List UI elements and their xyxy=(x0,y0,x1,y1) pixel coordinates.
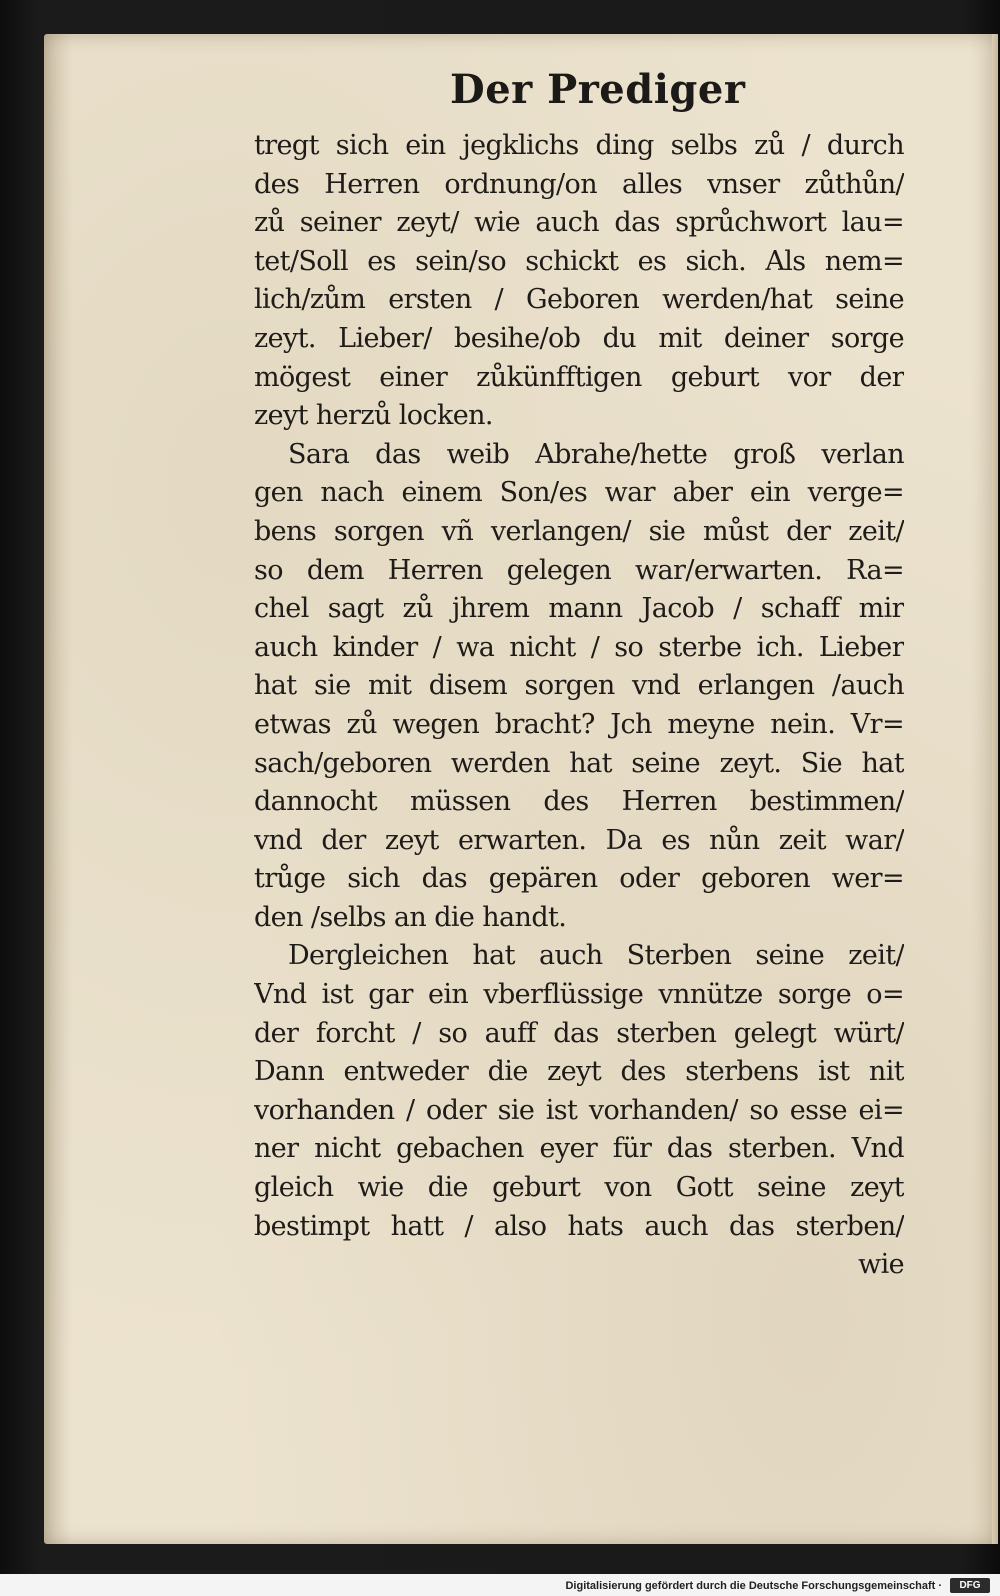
text-line: Vnd ist gar ein vberflüssige vnnütze sorge o= xyxy=(254,979,904,1011)
text-line: tet/Soll es sein/so schickt es sich. Als nem= xyxy=(254,245,904,277)
running-head: Der Prediger xyxy=(450,66,746,113)
text-line: so dem Herren gelegen war/erwarten. Ra= xyxy=(254,554,904,586)
text-line: zeyt. Lieber/ besihe/ob du mit deiner sorge xyxy=(254,322,904,354)
text-line: etwas zů wegen bracht? Jch meyne nein. Vr= xyxy=(254,708,904,740)
text-line: lich/zům ersten / Geboren werden/hat seine xyxy=(254,284,904,316)
body-text xyxy=(254,127,904,1285)
text-line: sach/geboren werden hat seine zeyt. Sie hat xyxy=(254,747,904,779)
text-line: zů seiner zeyt/ wie auch das sprůchwort lau= xyxy=(254,207,904,239)
text-line: chel sagt zů jhrem mann Jacob / schaff mir xyxy=(254,593,904,625)
text-line: des Herren ordnung/on alles vnser zůthůn/ xyxy=(254,168,904,200)
text-line: zeyt herzů locken. xyxy=(254,400,493,432)
text-line: bestimpt hatt / also hats auch das sterben/ xyxy=(254,1210,904,1242)
text-line: vnd der zeyt erwarten. Da es nůn zeit war/ xyxy=(254,824,904,856)
text-line: trůge sich das gepären oder geboren wer= xyxy=(254,863,904,895)
text-line: der forcht / so auff das sterben gelegt würt/ xyxy=(254,1017,904,1049)
funding-credit: Digitalisierung gefördert durch die Deutsche Forschungsgemeinschaft · xyxy=(565,1580,942,1592)
text-line: den /selbs an die handt. xyxy=(254,901,567,933)
text-line: Sara das weib Abrahe/hette groß verlan xyxy=(288,438,904,470)
text-line: gen nach einem Son/es war aber ein verge= xyxy=(254,477,904,509)
text-line: gleich wie die geburt von Gott seine zeyt xyxy=(254,1172,904,1204)
text-line: Dergleichen hat auch Sterben seine zeit/ xyxy=(288,940,904,972)
text-line: ner nicht gebachen eyer für das sterben. Vnd xyxy=(254,1133,904,1165)
text-line: bens sorgen vñ verlangen/ sie můst der zeit/ xyxy=(254,515,904,547)
page-edge xyxy=(992,34,998,1544)
text-line: mögest einer zůkünfftigen geburt vor der xyxy=(254,361,904,393)
text-line: Dann entweder die zeyt des sterbens ist nit xyxy=(254,1056,904,1088)
text-line: vorhanden / oder sie ist vorhanden/ so esse ei= xyxy=(254,1094,904,1126)
text-line: tregt sich ein jegklichs ding selbs zů / durch xyxy=(254,130,904,161)
text-line: hat sie mit disem sorgen vnd erlangen /auch xyxy=(254,670,904,702)
text-line: auch kinder / wa nicht / so sterbe ich. Lieber xyxy=(254,631,904,663)
dfg-logo-icon: DFG xyxy=(950,1578,990,1593)
text-line: wie xyxy=(858,1249,904,1281)
text-line: dannocht müssen des Herren bestimmen/ xyxy=(254,786,904,818)
